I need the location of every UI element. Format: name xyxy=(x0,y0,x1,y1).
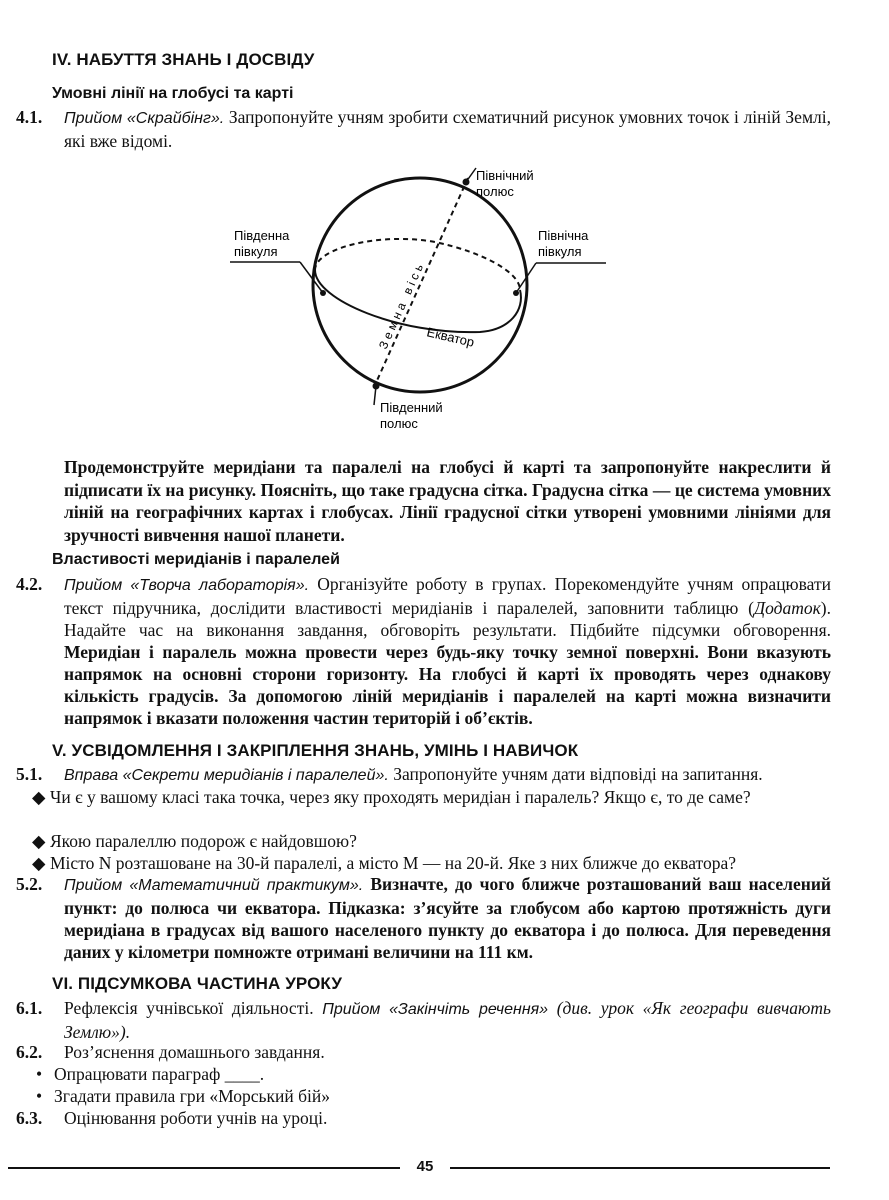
technique-label: Прийом «Скрайбінг». xyxy=(64,110,225,127)
item-number: 4.1. xyxy=(16,107,43,127)
item-6-1 xyxy=(16,997,831,1043)
item-text: Роз’яснення домашнього завдання. xyxy=(64,1042,325,1062)
item-text-b: ). Надайте час на виконання завдання, обговоріть результати. Підбийте підсумки обговорення. xyxy=(64,598,831,640)
homework-bullet-1 xyxy=(36,1063,836,1085)
paragraph-degree-grid: Продемонструйте меридіани та паралелі на глобусі й карті та запропонуйте накреслити й підписати їх на рисунку. Поясніть, що таке градусна сітка. Градусна сітка — це система умовних ліній на географічних картах і глобусах. Лінії градусної сітки утворені умовними лініями для зручності вивчення нашої планети. xyxy=(64,457,831,545)
question-bullet-2 xyxy=(32,830,832,852)
item-4-2 xyxy=(16,573,831,729)
bullet-text: Якою паралеллю подорож є найдовшою? xyxy=(50,831,357,851)
subheading-meridian-properties: Властивості меридіанів і паралелей xyxy=(52,551,340,568)
label-northern-hemisphere-2: півкуля xyxy=(538,244,582,259)
section-4-heading: IV. НАБУТТЯ ЗНАНЬ І ДОСВІДУ xyxy=(52,50,315,69)
item-number: 4.2. xyxy=(16,574,43,594)
label-equator: Екватор xyxy=(425,324,476,350)
leader-north-pole xyxy=(466,168,476,182)
item-text: Визначте, до чого ближче розташований ваш населений пункт: до полюса чи екватора. Підказка: з’ясуйте за глобусом або картою протяжність дуги меридіана в градусах від вашого населеного пункту до екватора і до полюса. Для переведення даних у кілометри помножте отримані величини на 111 км. xyxy=(64,874,832,962)
leader-southern-hemisphere xyxy=(300,262,323,293)
item-6-3 xyxy=(16,1107,831,1129)
technique-label: Прийом «Математичний практикум». xyxy=(64,877,364,894)
footer-rule-left xyxy=(8,1167,400,1169)
dot-bullet-icon: • xyxy=(36,1064,43,1084)
page-number: 45 xyxy=(416,1158,434,1175)
label-north-pole-1: Північний xyxy=(476,168,534,183)
section-6-heading: VI. ПІДСУМКОВА ЧАСТИНА УРОКУ xyxy=(52,974,342,993)
item-5-1 xyxy=(16,763,831,787)
question-bullet-3 xyxy=(32,852,832,874)
technique-label: Прийом «Закінчіть речення» xyxy=(322,1001,549,1018)
item-6-2 xyxy=(16,1041,831,1063)
technique-label: Прийом «Творча лабораторія». xyxy=(64,577,310,594)
item-number: 6.3. xyxy=(16,1108,43,1128)
footer-rule-right xyxy=(450,1167,830,1169)
label-south-pole-2: полюс xyxy=(380,416,418,431)
item-number: 6.2. xyxy=(16,1042,43,1062)
diamond-bullet-icon: ◆ xyxy=(32,853,46,873)
subheading-conventional-lines: Умовні лінії на глобусі та карті xyxy=(52,85,294,102)
item-text: Запропонуйте учням дати відповіді на запитання. xyxy=(388,764,763,784)
item-4-1 xyxy=(16,106,831,152)
label-northern-hemisphere-1: Північна xyxy=(538,228,589,243)
bullet-text: Опрацювати параграф ____. xyxy=(54,1064,265,1084)
section-5-heading: V. УСВІДОМЛЕННЯ І ЗАКРІПЛЕННЯ ЗНАНЬ, УМІНЬ І НАВИЧОК xyxy=(52,741,579,760)
globe-diagram xyxy=(220,160,620,440)
item-text: Оцінювання роботи учнів на уроці. xyxy=(64,1108,328,1128)
label-southern-hemisphere-2: півкуля xyxy=(234,244,278,259)
diamond-bullet-icon: ◆ xyxy=(32,787,46,807)
diamond-bullet-icon: ◆ xyxy=(32,831,46,851)
lesson-ref: (див. урок «Як географи вивчають Землю»). xyxy=(64,998,831,1042)
label-southern-hemisphere-1: Південна xyxy=(234,228,290,243)
question-bullet-1 xyxy=(32,786,832,808)
item-text: Запропонуйте учням зробити схематичний рисунок умовних точок і ліній Землі, які вже відомі. xyxy=(64,107,831,151)
bullet-text: Згадати правила гри «Морський бій» xyxy=(54,1086,330,1106)
bullet-text: Чи є у вашому класі така точка, через яку проходять меридіан і паралель? Якщо є, то де саме? xyxy=(50,787,751,807)
label-earth-axis: Земна вісь xyxy=(375,258,428,352)
item-5-2 xyxy=(16,873,831,963)
earth-axis xyxy=(375,178,468,385)
homework-bullet-2 xyxy=(36,1085,836,1107)
item-bold-text: Меридіан і паралель можна провести через будь-яку точку земної поверхні. Вони вказують напрямок на основні сторони горизонту. На глобусі й карті їх проводять через однакову кількість градусів. За допомогою ліній меридіанів і паралелей на карті можна визначити напрямок і вказати положення частин територій і об’єктів. xyxy=(64,642,831,728)
bullet-text: Місто N розташоване на 30-й паралелі, а місто М — на 20-й. Яке з них ближче до екватора? xyxy=(50,853,736,873)
item-number: 5.1. xyxy=(16,764,43,784)
label-north-pole-2: полюс xyxy=(476,184,514,199)
item-number: 5.2. xyxy=(16,874,43,894)
appendix-ref: Додаток xyxy=(753,598,821,618)
item-text: Рефлексія учнівської діяльності. xyxy=(64,998,323,1018)
item-text-a: Організуйте роботу в групах. Порекомендуйте учням опрацювати текст підручника, дослідити властивості меридіанів і паралелей, заповнити таблицю ( xyxy=(64,574,831,618)
item-number: 6.1. xyxy=(16,998,43,1018)
label-south-pole-1: Південний xyxy=(380,400,443,415)
dot-bullet-icon: • xyxy=(36,1086,43,1106)
technique-label: Вправа «Секрети меридіанів і паралелей». xyxy=(64,767,389,784)
